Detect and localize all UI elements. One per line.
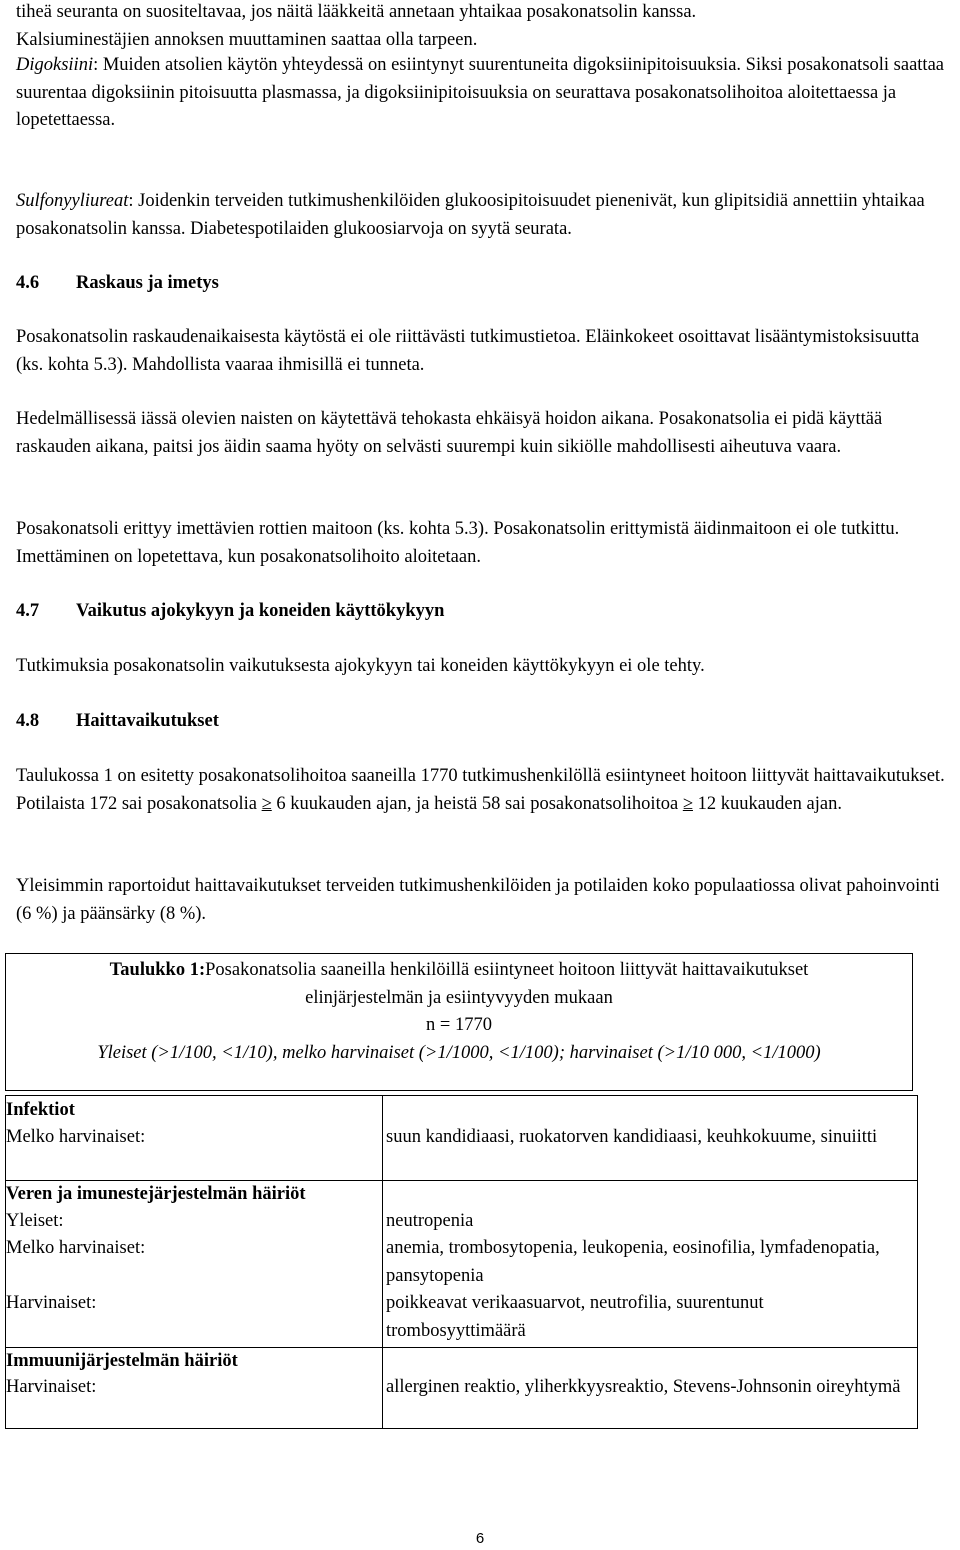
caption-label: Taulukko 1: [109, 960, 206, 980]
section-title: Vaikutus ajokykyyn ja koneiden käyttökykyyn [76, 601, 445, 621]
text-run: Taulukossa 1 on esitetty posakonatsolihoitoa saaneilla 1770 tutkimushenkilöllä esiintyneet hoitoon liittyvät haittavaikutukset. Potilaista 172 sai posakonatsolia [16, 766, 945, 814]
caption-line-1: Posakonatsolia saaneilla henkilöillä esiintyneet hoitoon liittyvät haittavaikutukset [205, 960, 809, 980]
pregnancy-paragraph-1: Posakonatsolin raskaudenaikaisesta käytöstä ei ole riittävästi tutkimustietoa. Eläinkokeet osoittavat lisääntymistoksisuutta (ks. kohta 5.3). Mahdollista vaaraa ihmisillä ei tunneta. [16, 327, 920, 375]
organ-class-title: Immuunijärjestelmän häiriöt [6, 1351, 238, 1371]
section-heading-4-8 [16, 708, 946, 736]
section-title: Haittavaikutukset [76, 711, 219, 731]
table-caption [5, 953, 913, 1091]
sulfonylurea-text: : Joidenkin terveiden tutkimushenkilöiden glukoosipitoisuudet pienenivät, kun glipitsidiä annettiin yhtaikaa posakonatsolin kanssa. Diabetespotilaiden glukoosiarvoja on syytä seurata. [16, 191, 925, 239]
digoxin-term: Digoksiini [16, 55, 94, 75]
sulfonylurea-paragraph [16, 188, 946, 243]
organ-class-title: Veren ja imunestejärjestelmän häiriöt [6, 1184, 306, 1204]
page-number: 6 [475, 1530, 485, 1547]
adverse-effects-table [5, 1095, 918, 1429]
reaction-list: neutropenia [386, 1211, 474, 1231]
frequency-label: Harvinaiset: [6, 1293, 97, 1313]
organ-class-title: Infektiot [6, 1100, 75, 1120]
frequency-label: Melko harvinaiset: [6, 1238, 146, 1258]
caption-line-3: n = 1770 [426, 1015, 492, 1035]
section-heading-4-7 [16, 598, 946, 626]
reaction-list: anemia, trombosytopenia, leukopenia, eosinofilia, lymfadenopatia, pansytopenia [386, 1238, 880, 1286]
frequency-label: Melko harvinaiset: [6, 1127, 146, 1147]
column-divider [382, 1096, 383, 1428]
reaction-list: suun kandidiaasi, ruokatorven kandidiaasi, keuhkokuume, sinuiitti [386, 1127, 878, 1147]
ge-symbol: ≥ [261, 793, 272, 814]
intro-paragraph [16, 0, 946, 54]
caption-frequency-legend: Yleiset (>1/100, <1/10), melko harvinaiset (>1/1000, <1/100); harvinaiset (>1/10 000, <1/1000) [97, 1042, 821, 1063]
reaction-list: poikkeavat verikaasuarvot, neutrofilia, suurentunut trombosyyttimäärä [386, 1293, 764, 1341]
section-number: 4.7 [16, 601, 40, 621]
digoxin-text: : Muiden atsolien käytön yhteydessä on esiintynyt suurentuneita digoksiinipitoisuuksia. Siksi posakonatsoli saattaa suurentaa digoksiinin pitoisuutta plasmassa, ja digoksiinipitoisuuksia on seurattava posakonatsolihoitoa aloitettaessa ja lopetettaessa. [16, 55, 944, 130]
driving-paragraph: Tutkimuksia posakonatsolin vaikutuksesta ajokykyyn tai koneiden käyttökykyyn ei ole tehty. [16, 656, 705, 676]
caption-line-2: elinjärjestelmän ja esiintyvyyden mukaan [305, 987, 613, 1008]
section-title: Raskaus ja imetys [76, 273, 219, 293]
sulfonylurea-term: Sulfonyyliureat [16, 191, 129, 211]
reaction-list: allerginen reaktio, yliherkkyysreaktio, Stevens-Johnsonin oireyhtymä [386, 1377, 901, 1397]
ge-symbol: ≥ [682, 793, 693, 814]
section-number: 4.6 [16, 273, 40, 293]
adverse-effects-paragraph-1 [16, 763, 946, 818]
section-number: 4.8 [16, 711, 40, 731]
digoxin-paragraph [16, 52, 946, 135]
lactation-paragraph: Posakonatsoli erittyy imettävien rottien maitoon (ks. kohta 5.3). Posakonatsolin erittymistä äidinmaitoon ei ole tutkittu. Imettäminen on lopetettava, kun posakonatsolihoito aloitetaan. [16, 519, 900, 567]
pregnancy-paragraph-2: Hedelmällisessä iässä olevien naisten on käytettävä tehokasta ehkäisyä hoidon aikana. Posakonatsolia ei pidä käyttää raskauden aikana, paitsi jos äidin saama hyöty on selvästi suurempi kuin sikiölle mahdollisesti aiheutuva vaara. [16, 409, 883, 457]
text-run: 12 kuukauden ajan. [692, 793, 842, 814]
adverse-effects-paragraph-2: Yleisimmin raportoidut haittavaikutukset terveiden tutkimushenkilöiden ja potilaiden koko populaatiossa olivat pahoinvointi (6 %) ja päänsärky (8 %). [16, 876, 940, 924]
text-run: 6 kuukauden ajan, ja heistä 58 sai posakonatsolihoitoa [271, 793, 683, 814]
frequency-label: Yleiset: [6, 1211, 64, 1231]
section-heading-4-6 [16, 270, 946, 298]
intro-line-2: Kalsiuminestäjien annoksen muuttaminen saattaa olla tarpeen. [16, 29, 478, 50]
intro-line-1: tiheä seuranta on suositeltavaa, jos näitä lääkkeitä annetaan yhtaikaa posakonatsolin kanssa. [16, 2, 697, 22]
frequency-label: Harvinaiset: [6, 1377, 97, 1397]
